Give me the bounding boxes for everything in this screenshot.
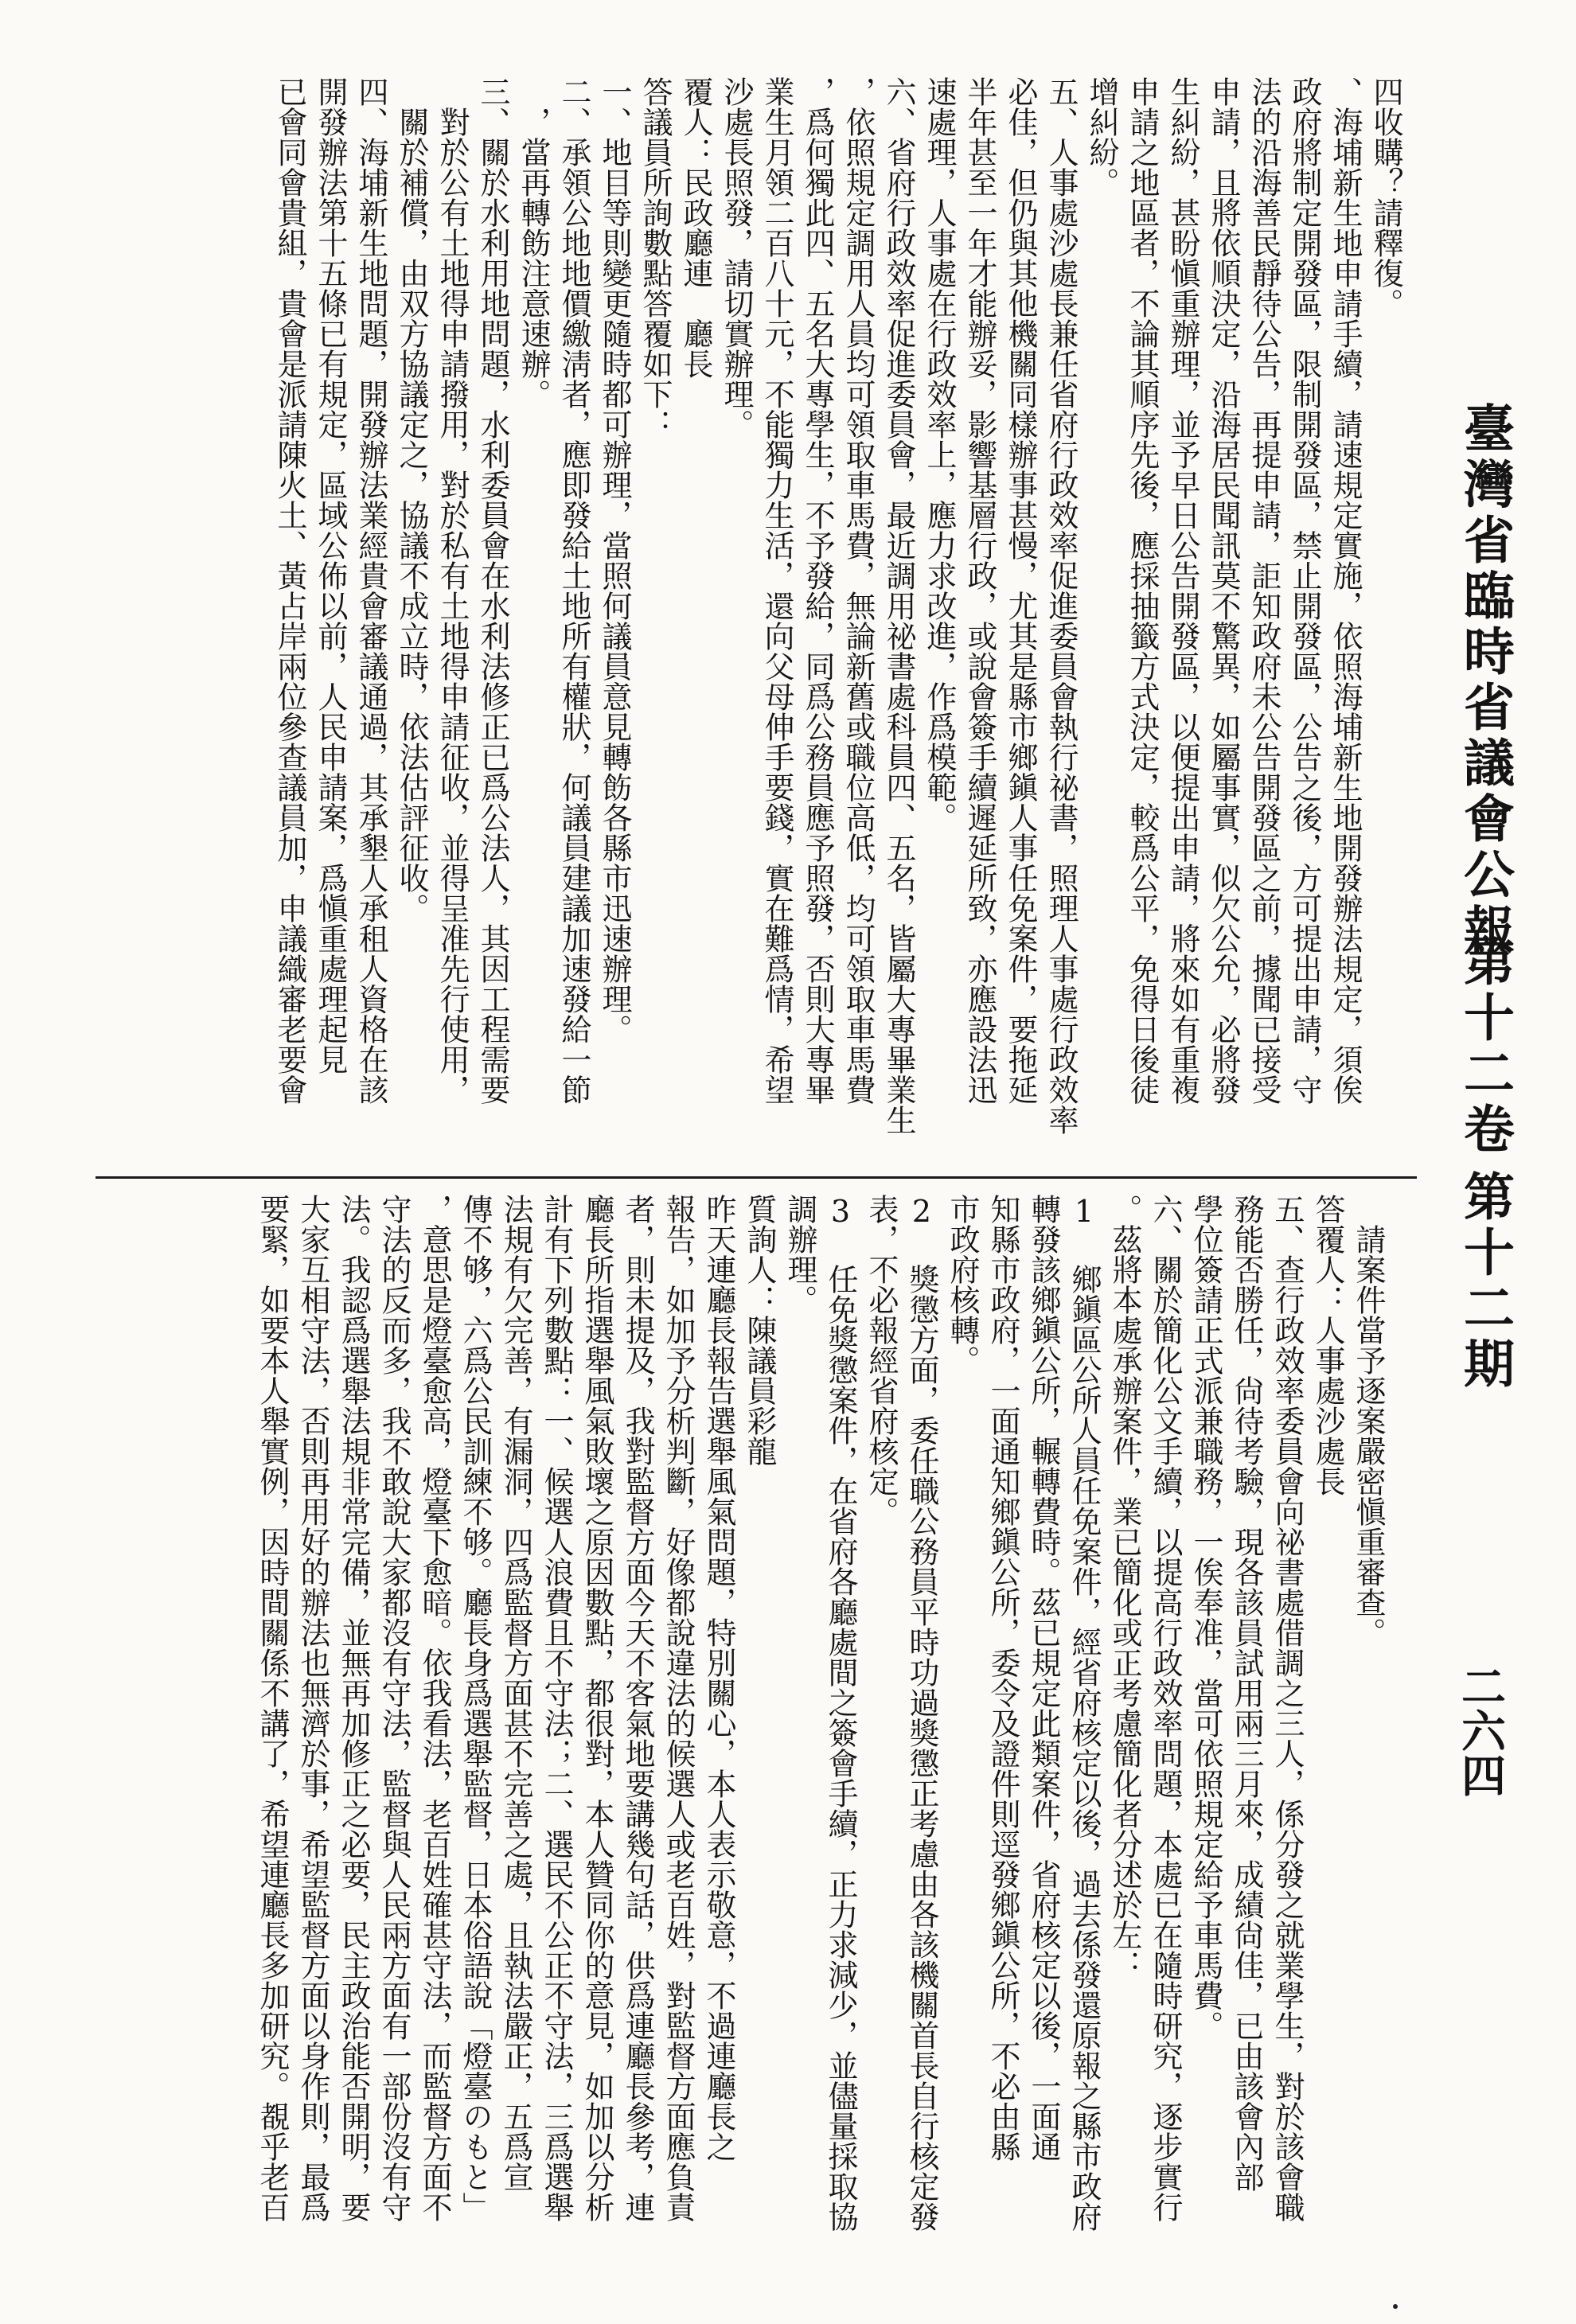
lower-line: 知縣市政府，一面通知鄉鎭公所，委令及證件則逕發鄉鎭公所，不必由縣: [985, 1194, 1020, 2162]
upper-line: 、海埔新生地申請手續，請速規定實施，依照海埔新生地開發辦法規定，須俟: [1328, 76, 1363, 1105]
lower-line: 2 獎懲方面，委任職公務員平時功過獎懲正考慮由各該機關首長自行核定發: [904, 1194, 939, 2232]
upper-line: 五、人事處沙處長兼任省府行政效率促進委員會執行祕書，照理人事處行政效率: [1044, 76, 1079, 1135]
upper-line: 答議員所詢數點答覆如下：: [638, 76, 673, 439]
upper-line: 增糾紛。: [1084, 76, 1119, 197]
page-number: 二六四: [1454, 1663, 1507, 1797]
lower-line: 者，則未提及，我對監督方面今天不客氣地要講幾句話，供爲連廳長參考，連: [620, 1194, 655, 2222]
lower-line: 守法的反而多，我不敢說大家都沒有守法，監督與人民兩方面有一部份沒有守: [376, 1194, 412, 2222]
upper-line: 四、海埔新生地問題，開發辦法業經貴會審議通過，其承墾人承租人資格在該: [353, 76, 388, 1105]
lower-line: 調辦理。: [782, 1194, 817, 1315]
upper-line: 政府將制定開發區，限制開發區，禁止開發區，公告之後，方可提出申請，守: [1287, 76, 1322, 1105]
lower-line: 務能否勝任，尙待考驗，現各該員試用兩三月來，成績尙佳，已由該會內部: [1229, 1194, 1264, 2192]
upper-line: 三、關於水利用地問題，水利委員會在水利法修正已爲公法人，其因工程需要: [475, 76, 510, 1105]
lower-line: ，意思是燈臺愈高，燈臺下愈暗。依我看法，老百姓確甚守法，而監督方面不: [417, 1194, 452, 2222]
upper-line: 對於公有土地得申請撥用，對於私有土地得申請征收，並得呈准先行使用，: [435, 76, 470, 1105]
issue-label: 第十二期: [1455, 1170, 1515, 1393]
lower-line: 昨天連廳長報告選舉風氣問題，特別關心，本人表示敬意，不過連廳長之: [701, 1194, 736, 2162]
lower-line: 市政府核轉。: [945, 1194, 980, 1375]
upper-line: 六、省府行政效率促進委員會，最近調用祕書處科員四、五名，皆屬大專畢業生: [881, 76, 916, 1135]
upper-line: 法的沿海善民靜待公告，再提申請，詎知政府未公告開發區之前，據聞已接受: [1246, 76, 1281, 1105]
upper-line: ，依照規定調用人員均可領取車馬費，無論新舊或職位高低，均可領取車馬費: [841, 76, 876, 1105]
upper-line: 沙處長照發，請切實辦理。: [719, 76, 754, 439]
lower-questioner: 質詢人：陳議員彩龍: [742, 1194, 777, 1466]
upper-line: ，爲何獨此四、五名大專學生，不予發給，同爲公務員應予照發，否則大專畢: [800, 76, 835, 1105]
upper-line: 必佳，但仍與其他機關同樣辦事甚慢，尤其是縣市鄉鎭人事任免案件，要拖延: [1003, 76, 1038, 1105]
lower-line: 學位簽請正式派兼職務，一俟奉准，當可依照規定給予車馬費。: [1188, 1194, 1223, 2041]
lower-line: 報告，如加予分析判斷，好像都說違法的候選人或老百姓，對監督方面應負責: [661, 1194, 696, 2222]
lower-line: 3 任免獎懲案件，在省府各廳處間之簽會手續，正力求減少，並儘量採取協: [823, 1194, 858, 2232]
upper-line: 已會同會貴組，貴會是派請陳火土、黃占岸兩位參查議員加，申議織審老要會: [272, 76, 307, 1105]
lower-line: 廳長所指選舉風氣敗壞之原因數點，都很對，本人贊同你的意見，如加以分析: [579, 1194, 614, 2222]
lower-line: 1 鄉鎭區公所人員任免案件，經省府核定以後，過去係發還原報之縣市政府: [1067, 1194, 1102, 2232]
lower-line: 。茲將本處承辦案件，業已簡化或正考慮簡化者分述於左：: [1107, 1194, 1142, 1980]
upper-line: 速處理，人事處在行政效率上，應力求改進，作爲模範。: [922, 76, 957, 833]
journal-title: 臺灣省臨時省議會公報: [1455, 402, 1515, 959]
lower-respondent: 答覆人：人事處沙處長: [1310, 1194, 1345, 1496]
upper-line: 申請，且將依順決定，沿海居民聞訊莫不驚異，如屬事實，似欠公允，必將發: [1206, 76, 1241, 1105]
upper-line: 一、地目等則變更隨時都可辦理，當照何議員意見轉飭各縣市迅速辦理。: [597, 76, 632, 1044]
upper-line: 業生月領二百八十元，不能獨力生活，還向父母伸手要錢，實在難爲情，希望: [759, 76, 794, 1105]
lower-line: 要緊，如要本人舉實例，因時間關係不講了，希望連廳長多加研究。覩乎老百: [255, 1194, 290, 2222]
volume-label: 第十二卷: [1455, 935, 1515, 1158]
upper-line: 生糾紛，甚盼愼重辦理，並予早日公告開發區，以便提出申請，將來如有重複: [1165, 76, 1200, 1105]
lower-line: 法。我認爲選舉法規非常完備，並無再加修正之必要，民主政治能否開明，要: [336, 1194, 371, 2222]
lower-line: 法規有欠完善，有漏洞，四爲監督方面甚不完善之處，且執法嚴正，五爲宣: [498, 1194, 533, 2192]
upper-line: 申請之地區者，不論其順序先後，應採抽籤方式決定，較爲公平，免得日後徒: [1125, 76, 1160, 1105]
lower-line: 五、查行政效率委員會向祕書處借調之三人，係分發之就業學生，對於該會職: [1270, 1194, 1305, 2222]
upper-respondent: 覆人：民政廳連 廳長: [678, 76, 713, 379]
lower-line: 請案件當予逐案嚴密愼重審查。: [1351, 1194, 1386, 1647]
lower-line: 大家互相守法，否則再用好的辦法也無濟於事，希望監督方面以身作則，最爲: [295, 1194, 330, 2222]
upper-line: ，當再轉飭注意速辦。: [516, 76, 551, 409]
lower-line: 表，不必報經省府核定。: [864, 1194, 899, 1527]
upper-line: 四收購？請釋復。: [1368, 76, 1403, 318]
ink-speck: [1393, 2304, 1398, 2309]
upper-line: 關於補償，由双方協議定之，協議不成立時，依法估評征收。: [394, 76, 429, 923]
lower-line: 六、關於簡化公文手續，以提高行政效率問題，本處已在隨時研究，逐步實行: [1148, 1194, 1183, 2222]
lower-line: 計有下列數點：一、候選人浪費且不守法；二、選民不公正不守法，三爲選舉: [539, 1194, 574, 2222]
section-divider: [96, 1176, 1417, 1179]
lower-line: 傳不够，六爲公民訓練不够。廳長身爲選舉監督，日本俗語說「燈臺のもと」: [458, 1194, 493, 2222]
upper-line: 二、承領公地地價繳淸者，應即發給土地所有權狀，何議員建議加速發給一節: [556, 76, 591, 1105]
upper-line: 開發辦法第十五條已有規定，區域公佈以前，人民申請案，爲愼重處理起見: [313, 76, 348, 1074]
lower-line: 轉發該鄉鎭公所，輾轉費時。茲已規定此類案件，省府核定以後，一面通: [1026, 1194, 1061, 2162]
upper-line: 半年甚至一年才能辦妥，影響基層行政，或說會簽手續遲延所致，亦應設法迅: [962, 76, 997, 1105]
